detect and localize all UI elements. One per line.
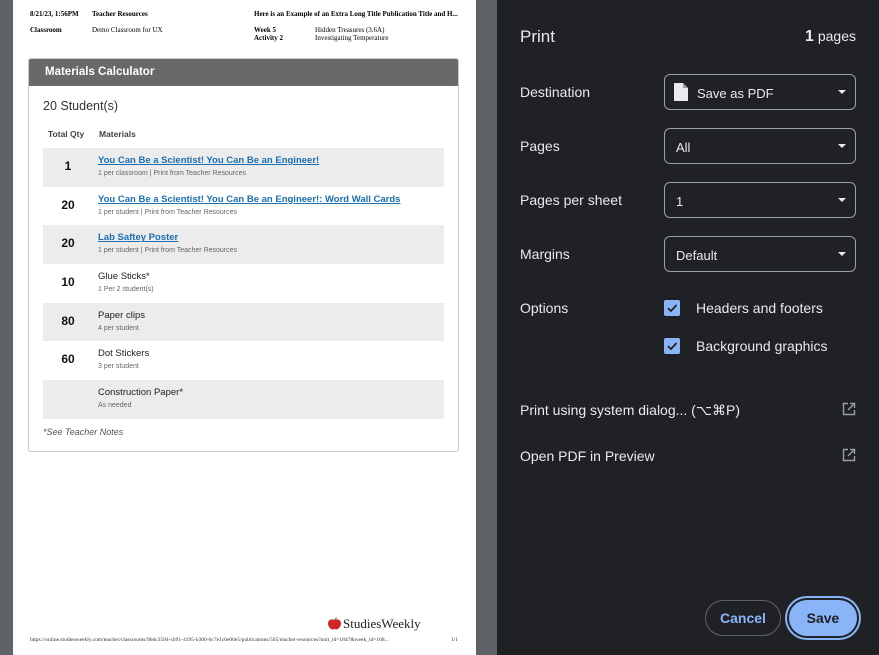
material-detail: 3 per student [98, 363, 139, 371]
chevron-down-icon [838, 198, 846, 202]
material-row [43, 303, 444, 342]
header-activity-label: Activity 2 [254, 34, 283, 42]
chevron-down-icon [838, 252, 846, 256]
material-row [43, 341, 444, 380]
page-count-number: 1 [805, 28, 814, 45]
print-system-dialog-link[interactable] [520, 399, 856, 421]
margins-value: Default [676, 248, 718, 263]
page-count [805, 28, 856, 46]
margins-label: Margins [520, 246, 570, 262]
footer-page-number: 1/1 [451, 637, 459, 643]
header-site: Teacher Resources [92, 10, 148, 18]
materials-calculator-title: Materials Calculator [29, 59, 458, 86]
material-quantity: 20 [61, 197, 75, 212]
open-pdf-in-preview-link[interactable] [520, 445, 856, 467]
print-system-dialog-text: Print using system dialog... (⌥⌘P) [520, 402, 740, 418]
margins-select[interactable] [664, 236, 856, 272]
material-link[interactable]: You Can Be a Scientist! You Can Be an Engineer! [98, 155, 320, 166]
options-label: Options [520, 300, 569, 316]
chevron-down-icon [838, 144, 846, 148]
pages-select[interactable] [664, 128, 856, 164]
material-detail: 1 Per 2 student(s) [98, 286, 154, 294]
document-icon [674, 83, 688, 101]
teacher-notes-footnote: *See Teacher Notes [43, 427, 124, 437]
headers-footers-label[interactable]: Headers and footers [696, 300, 823, 316]
material-quantity: 10 [61, 275, 75, 290]
material-detail: 1 per classroom | Print from Teacher Resources [98, 170, 246, 177]
destination-value: Save as PDF [697, 86, 774, 101]
material-link[interactable]: You Can Be a Scientist! You Can Be an Engineer!: Word Wall Cards [98, 193, 401, 205]
material-link[interactable]: Lab Saftey Poster [98, 232, 179, 244]
materials-list [43, 148, 444, 419]
material-row [43, 380, 444, 419]
page-count-suffix: pages [817, 28, 856, 44]
header-publication-title: Here is an Example of an Extra Long Title Publication Title and H... [254, 10, 458, 18]
background-graphics-checkbox[interactable] [664, 338, 680, 354]
material-name: Paper clips [98, 309, 145, 321]
header-week-label: Week 5 [254, 26, 276, 34]
pages-label: Pages [520, 138, 560, 154]
header-datetime: 8/21/23, 1:56PM [30, 10, 79, 18]
pages-per-sheet-select[interactable] [664, 182, 856, 218]
cancel-button[interactable]: Cancel [705, 600, 781, 636]
material-quantity: 80 [61, 313, 75, 328]
student-count: 20 Student(s) [43, 99, 119, 113]
destination-select[interactable] [664, 74, 856, 110]
pages-value: All [676, 140, 691, 155]
header-classroom-label: Classroom [30, 26, 62, 34]
material-name: Construction Paper* [98, 387, 184, 399]
checkmark-icon [666, 340, 678, 352]
materials-calculator-card [28, 58, 459, 452]
material-detail: 1 per student | Print from Teacher Resources [98, 247, 238, 255]
open-in-new-icon [842, 402, 856, 416]
material-quantity: 20 [61, 236, 75, 251]
material-quantity: 60 [61, 352, 75, 367]
print-settings-panel [497, 0, 879, 655]
background-graphics-label[interactable]: Background graphics [696, 338, 828, 354]
header-activity-value: Investigating Temperature [315, 34, 389, 42]
destination-label: Destination [520, 84, 591, 100]
save-button[interactable]: Save [789, 600, 857, 636]
apple-icon [327, 617, 342, 630]
headers-footers-checkbox[interactable] [664, 300, 680, 316]
open-in-new-icon [842, 448, 856, 462]
logo-text: StudiesWeekly [343, 616, 421, 631]
column-header-total-qty: Total Qty [48, 129, 85, 139]
material-detail: 1 per student | Print from Teacher Resources [98, 208, 238, 216]
material-row [43, 225, 444, 264]
material-row [43, 187, 444, 226]
material-quantity: 1 [64, 159, 72, 173]
material-name: Dot Stickers [98, 348, 150, 360]
header-week-value: Hidden Treasures (3.6A) [315, 26, 385, 34]
checkmark-icon [666, 302, 678, 314]
material-name: Glue Sticks* [98, 271, 150, 283]
chevron-down-icon [838, 90, 846, 94]
material-row [43, 148, 444, 187]
column-header-materials: Materials [99, 129, 136, 139]
preview-page [13, 0, 476, 655]
pages-per-sheet-label: Pages per sheet [520, 192, 622, 208]
header-classroom-value: Demo Classroom for UX [92, 26, 163, 34]
print-dialog-title: Print [520, 27, 555, 46]
material-detail: 4 per student [98, 324, 139, 332]
material-detail: As needed [98, 402, 132, 410]
open-pdf-in-preview-text: Open PDF in Preview [520, 448, 655, 464]
pages-per-sheet-value: 1 [676, 194, 684, 209]
footer-url: https://online.studiesweekly.com/teacher/classrooms/9bdc3594-cb91-4195-b300-6c7e1c6e00e5/publications/505/teacher-resources?unit_id=1847&week_id=168... [30, 637, 389, 643]
material-row [43, 264, 444, 303]
